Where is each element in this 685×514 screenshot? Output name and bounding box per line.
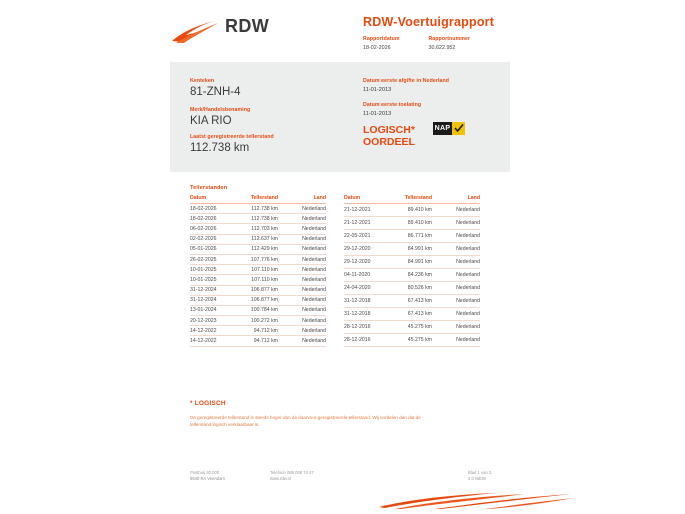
cell-reading: 84.991 km bbox=[384, 255, 432, 268]
table-row bbox=[190, 204, 326, 214]
table-row bbox=[190, 214, 326, 224]
table-row bbox=[190, 275, 326, 285]
rdw-logo-text: RDW bbox=[225, 16, 270, 36]
odometer-readings-section bbox=[190, 185, 480, 347]
table-row bbox=[190, 316, 326, 326]
cell-date: 10-01-2025 bbox=[190, 275, 230, 285]
cell-country: Nederland bbox=[278, 336, 326, 346]
cell-country: Nederland bbox=[278, 305, 326, 315]
cell-date: 26-02-2025 bbox=[190, 254, 230, 264]
vehicle-identity-block bbox=[190, 78, 340, 136]
cell-date: 13-01-2024 bbox=[190, 305, 230, 315]
cell-reading: 100.784 km bbox=[230, 305, 278, 315]
cell-reading: 80.526 km bbox=[384, 281, 432, 294]
cell-country: Nederland bbox=[432, 229, 480, 242]
cell-country: Nederland bbox=[278, 224, 326, 234]
table-row bbox=[344, 307, 480, 320]
cell-reading: 112.738 km bbox=[230, 204, 278, 214]
cell-date: 28-12-2016 bbox=[344, 320, 384, 333]
rdw-logo bbox=[170, 12, 290, 46]
report-number-label: Rapportnummer bbox=[428, 36, 471, 42]
column-header-date: Datum bbox=[344, 195, 384, 204]
footer-pagination bbox=[468, 470, 568, 482]
cell-date: 29-12-2020 bbox=[344, 255, 384, 268]
table-row bbox=[190, 336, 326, 346]
footer-address bbox=[190, 470, 280, 482]
cell-country: Nederland bbox=[432, 216, 480, 229]
cell-reading: 86.771 km bbox=[384, 229, 432, 242]
cell-country: Nederland bbox=[278, 275, 326, 285]
cell-date: 31-12-2024 bbox=[190, 285, 230, 295]
nap-badge-text: NAP bbox=[433, 122, 452, 135]
cell-country: Nederland bbox=[278, 214, 326, 224]
cell-country: Nederland bbox=[432, 242, 480, 255]
verdict-line-2: OORDEEL bbox=[363, 136, 415, 148]
cell-reading: 107.110 km bbox=[230, 265, 278, 275]
report-meta bbox=[363, 36, 663, 51]
report-number-value: 30.622.952 bbox=[428, 45, 456, 51]
table-row bbox=[190, 305, 326, 315]
cell-country: Nederland bbox=[432, 294, 480, 307]
footnote-body: De geregistreerde tellerstand is steeds hoger dan de daarvoor geregistreerde tellerstand. Wij oordelen dan dat de tellerstand logisch verklaarbaar is. bbox=[190, 415, 421, 427]
footer-address-line-2: 9640 RA Veendam bbox=[190, 476, 225, 481]
report-date-block bbox=[363, 36, 427, 51]
status-badge bbox=[433, 122, 465, 135]
cell-reading: 67.413 km bbox=[384, 294, 432, 307]
cell-country: Nederland bbox=[432, 204, 480, 217]
plate-label: Kenteken bbox=[190, 78, 215, 84]
footer-page-number: Blad 1 van 3 bbox=[468, 470, 492, 475]
column-header-country: Land bbox=[432, 195, 480, 204]
cell-date: 05-01-2026 bbox=[190, 244, 230, 254]
table-row bbox=[190, 265, 326, 275]
report-date-value: 18-02-2026 bbox=[363, 45, 391, 51]
table-row bbox=[344, 255, 480, 268]
table-row bbox=[190, 244, 326, 254]
odometer-table-left bbox=[190, 195, 326, 347]
cell-date: 10-01-2025 bbox=[190, 265, 230, 275]
cell-date: 14-12-2022 bbox=[190, 326, 230, 336]
cell-reading: 112.738 km bbox=[230, 214, 278, 224]
table-row bbox=[190, 326, 326, 336]
page-title: RDW-Voertuigrapport bbox=[363, 15, 495, 29]
table-row bbox=[190, 295, 326, 305]
cell-reading: 84.236 km bbox=[384, 268, 432, 281]
model-value: KIA RIO bbox=[190, 115, 232, 127]
cell-reading: 89.410 km bbox=[384, 216, 432, 229]
cell-reading: 94.712 km bbox=[230, 326, 278, 336]
footnote-section bbox=[190, 400, 490, 428]
mileage-value: 112.738 km bbox=[190, 142, 250, 154]
table-header-row bbox=[344, 195, 480, 204]
table-row bbox=[190, 254, 326, 264]
first-nl-value: 11-01-2013 bbox=[363, 87, 392, 93]
table-row bbox=[344, 242, 480, 255]
cell-country: Nederland bbox=[432, 333, 480, 346]
rdw-feather-footer-icon bbox=[375, 492, 575, 510]
cell-country: Nederland bbox=[278, 204, 326, 214]
cell-country: Nederland bbox=[278, 244, 326, 254]
cell-country: Nederland bbox=[278, 254, 326, 264]
nap-check-icon bbox=[454, 123, 464, 133]
footer-contact bbox=[270, 470, 380, 482]
cell-country: Nederland bbox=[432, 268, 480, 281]
cell-reading: 106.877 km bbox=[230, 285, 278, 295]
column-header-date: Datum bbox=[190, 195, 230, 204]
footnote-title: * LOGISCH bbox=[190, 400, 226, 407]
cell-country: Nederland bbox=[432, 307, 480, 320]
cell-country: Nederland bbox=[278, 265, 326, 275]
cell-reading: 112.637 km bbox=[230, 234, 278, 244]
table-row bbox=[190, 224, 326, 234]
vehicle-summary-panel bbox=[170, 62, 510, 172]
cell-reading: 112.429 km bbox=[230, 244, 278, 254]
cell-reading: 45.275 km bbox=[384, 333, 432, 346]
cell-country: Nederland bbox=[278, 295, 326, 305]
cell-reading: 107.776 km bbox=[230, 254, 278, 264]
cell-reading: 45.275 km bbox=[384, 320, 432, 333]
cell-date: 22-05-2021 bbox=[344, 229, 384, 242]
verdict-line-1: LOGISCH* bbox=[363, 124, 415, 136]
mileage-label: Laatst geregistreerde tellerstand bbox=[190, 134, 274, 140]
cell-date: 31-12-2018 bbox=[344, 307, 384, 320]
cell-date: 02-02-2026 bbox=[190, 234, 230, 244]
cell-country: Nederland bbox=[278, 234, 326, 244]
cell-country: Nederland bbox=[278, 285, 326, 295]
cell-date: 14-12-2022 bbox=[190, 336, 230, 346]
cell-reading: 84.991 km bbox=[384, 242, 432, 255]
cell-date: 24-04-2020 bbox=[344, 281, 384, 294]
cell-date: 29-12-2020 bbox=[344, 242, 384, 255]
vehicle-dates-block bbox=[363, 78, 503, 126]
nap-badge-check bbox=[452, 122, 465, 135]
odometer-table-right bbox=[344, 195, 480, 347]
cell-date: 18-02-2026 bbox=[190, 214, 230, 224]
first-admission-value: 11-01-2013 bbox=[363, 111, 392, 117]
cell-country: Nederland bbox=[278, 316, 326, 326]
table-row bbox=[344, 320, 480, 333]
report-number-block bbox=[428, 36, 548, 51]
footer-address-line-1: Postbus 30.000 bbox=[190, 470, 220, 475]
cell-reading: 89.410 km bbox=[384, 204, 432, 217]
table-header-row bbox=[190, 195, 326, 204]
table-row bbox=[344, 229, 480, 242]
table-title: Tellerstanden bbox=[190, 185, 228, 191]
cell-date: 06-02-2026 bbox=[190, 224, 230, 234]
table-row bbox=[344, 333, 480, 346]
cell-country: Nederland bbox=[432, 281, 480, 294]
cell-country: Nederland bbox=[278, 326, 326, 336]
report-header bbox=[0, 0, 685, 62]
cell-date: 31-12-2018 bbox=[344, 294, 384, 307]
first-nl-label: Datum eerste afgifte in Nederland bbox=[363, 78, 450, 84]
model-label: Merk/Handelsbenaming bbox=[190, 107, 251, 113]
table-row bbox=[344, 268, 480, 281]
column-header-country: Land bbox=[278, 195, 326, 204]
cell-date: 20-12-2023 bbox=[190, 316, 230, 326]
footer-version: 2.0 NIEW bbox=[468, 476, 486, 481]
table-row bbox=[344, 294, 480, 307]
cell-country: Nederland bbox=[432, 255, 480, 268]
mileage-block bbox=[190, 134, 350, 163]
cell-reading: 107.110 km bbox=[230, 275, 278, 285]
first-admission-label: Datum eerste toelating bbox=[363, 102, 422, 108]
cell-date: 21-12-2021 bbox=[344, 204, 384, 217]
cell-date: 18-02-2026 bbox=[190, 204, 230, 214]
cell-date: 28-12-2016 bbox=[344, 333, 384, 346]
table-row bbox=[344, 281, 480, 294]
column-header-reading: Tellerstand bbox=[384, 195, 432, 204]
column-header-reading: Tellerstand bbox=[230, 195, 278, 204]
footer-phone: Telefoon 088 008 74 47 bbox=[270, 470, 314, 475]
cell-reading: 112.703 km bbox=[230, 224, 278, 234]
cell-reading: 67.413 km bbox=[384, 307, 432, 320]
verdict-block bbox=[363, 124, 415, 148]
cell-reading: 106.877 km bbox=[230, 295, 278, 305]
table-row bbox=[190, 285, 326, 295]
footer-website[interactable]: www.rdw.nl bbox=[270, 476, 291, 481]
table-row bbox=[344, 216, 480, 229]
cell-date: 04-11-2020 bbox=[344, 268, 384, 281]
table-row bbox=[190, 234, 326, 244]
cell-date: 31-12-2024 bbox=[190, 295, 230, 305]
report-date-label: Rapportdatum bbox=[363, 36, 400, 42]
plate-value: 81-ZNH-4 bbox=[190, 86, 241, 98]
cell-date: 21-12-2021 bbox=[344, 216, 384, 229]
cell-reading: 94.712 km bbox=[230, 336, 278, 346]
table-row bbox=[344, 204, 480, 217]
cell-country: Nederland bbox=[432, 320, 480, 333]
rdw-feather-icon bbox=[170, 18, 222, 44]
cell-reading: 100.272 km bbox=[230, 316, 278, 326]
